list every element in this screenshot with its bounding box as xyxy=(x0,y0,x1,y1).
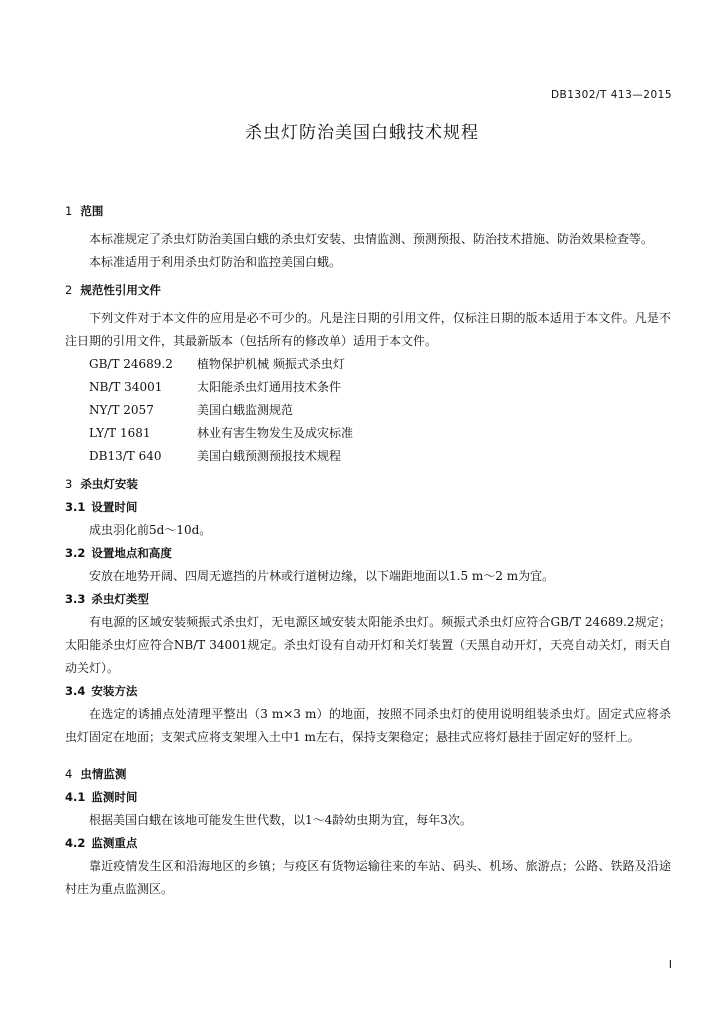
section-2-heading: 2 规范性引用文件 xyxy=(65,283,161,297)
reference-list xyxy=(65,353,671,468)
subsection-4-2-text: 靠近疫情发生区和沿海地区的乡镇；与疫区有货物运输往来的车站、码头、机场、旅游点；公路、铁路及沿途村庄为重点监测区。 xyxy=(65,859,671,896)
section-1-heading: 1 范围 xyxy=(65,204,104,218)
subsection-3-2-heading: 3.2 设置地点和高度 xyxy=(65,546,172,560)
subsection-4-1-text: 根据美国白蛾在该地可能发生世代数，以1～4龄幼虫期为宜，每年3次。 xyxy=(89,813,472,827)
reference-item: DB13/T 640 美国白蛾预测预报技术规程 xyxy=(89,449,342,463)
subsection-4-2-heading: 4.2 监测重点 xyxy=(65,836,138,850)
subsection-3-3-heading: 3.3 杀虫灯类型 xyxy=(65,592,149,606)
reference-item: NB/T 34001 太阳能杀虫灯通用技术条件 xyxy=(89,380,342,394)
subsection-3-4-text: 在选定的诱捕点处清理平整出（3 m×3 m）的地面，按照不同杀虫灯的使用说明组装杀虫灯。固定式应将杀虫灯固定在地面；支架式应将支架埋入土中1 m左右，保持支架稳定；悬挂式应将灯悬挂于固定好的竖杆上。 xyxy=(65,707,671,744)
subsection-3-3-text: 有电源的区域安装频振式杀虫灯，无电源区域安装太阳能杀虫灯。频振式杀虫灯应符合GB/T 24689.2规定；太阳能杀虫灯应符合NB/T 34001规定。杀虫灯设有自动开灯和关灯装置（天黑自动开灯，天亮自动关灯，雨天自动关灯）。 xyxy=(65,615,671,675)
reference-item: GB/T 24689.2 植物保护机械 频振式杀虫灯 xyxy=(89,357,345,371)
reference-item: NY/T 2057 美国白蛾监测规范 xyxy=(89,403,294,417)
document-title: 杀虫灯防治美国白蛾技术规程 xyxy=(245,123,479,143)
section-2-paragraph: 下列文件对于本文件的应用是必不可少的。凡是注日期的引用文件，仅标注日期的版本适用于本文件。凡是不注日期的引用文件，其最新版本（包括所有的修改单）适用于本文件。 xyxy=(65,311,671,348)
section-1-paragraph-2: 本标准适用于利用杀虫灯防治和监控美国白蛾。 xyxy=(89,255,342,269)
section-1-paragraph-1: 本标准规定了杀虫灯防治美国白蛾的杀虫灯安装、虫情监测、预测预报、防治技术措施、防治效果检查等。 xyxy=(89,232,654,246)
standard-code: DB1302/T 413—2015 xyxy=(550,89,672,101)
page-number: I xyxy=(668,958,672,971)
subsection-3-1-text: 成虫羽化前5d～10d。 xyxy=(89,523,212,537)
section-4-heading: 4 虫情监测 xyxy=(65,767,127,781)
subsection-3-4-heading: 3.4 安装方法 xyxy=(65,684,138,698)
document-body xyxy=(65,200,671,901)
reference-item: LY/T 1681 林业有害生物发生及成灾标准 xyxy=(89,426,354,440)
subsection-4-1-heading: 4.1 监测时间 xyxy=(65,790,138,804)
subsection-3-1-heading: 3.1 设置时间 xyxy=(65,500,138,514)
subsection-3-2-text: 安放在地势开阔、四周无遮挡的片林或行道树边缘，以下端距地面以1.5 m～2 m为宜。 xyxy=(89,569,555,583)
section-3-heading: 3 杀虫灯安装 xyxy=(65,477,138,491)
